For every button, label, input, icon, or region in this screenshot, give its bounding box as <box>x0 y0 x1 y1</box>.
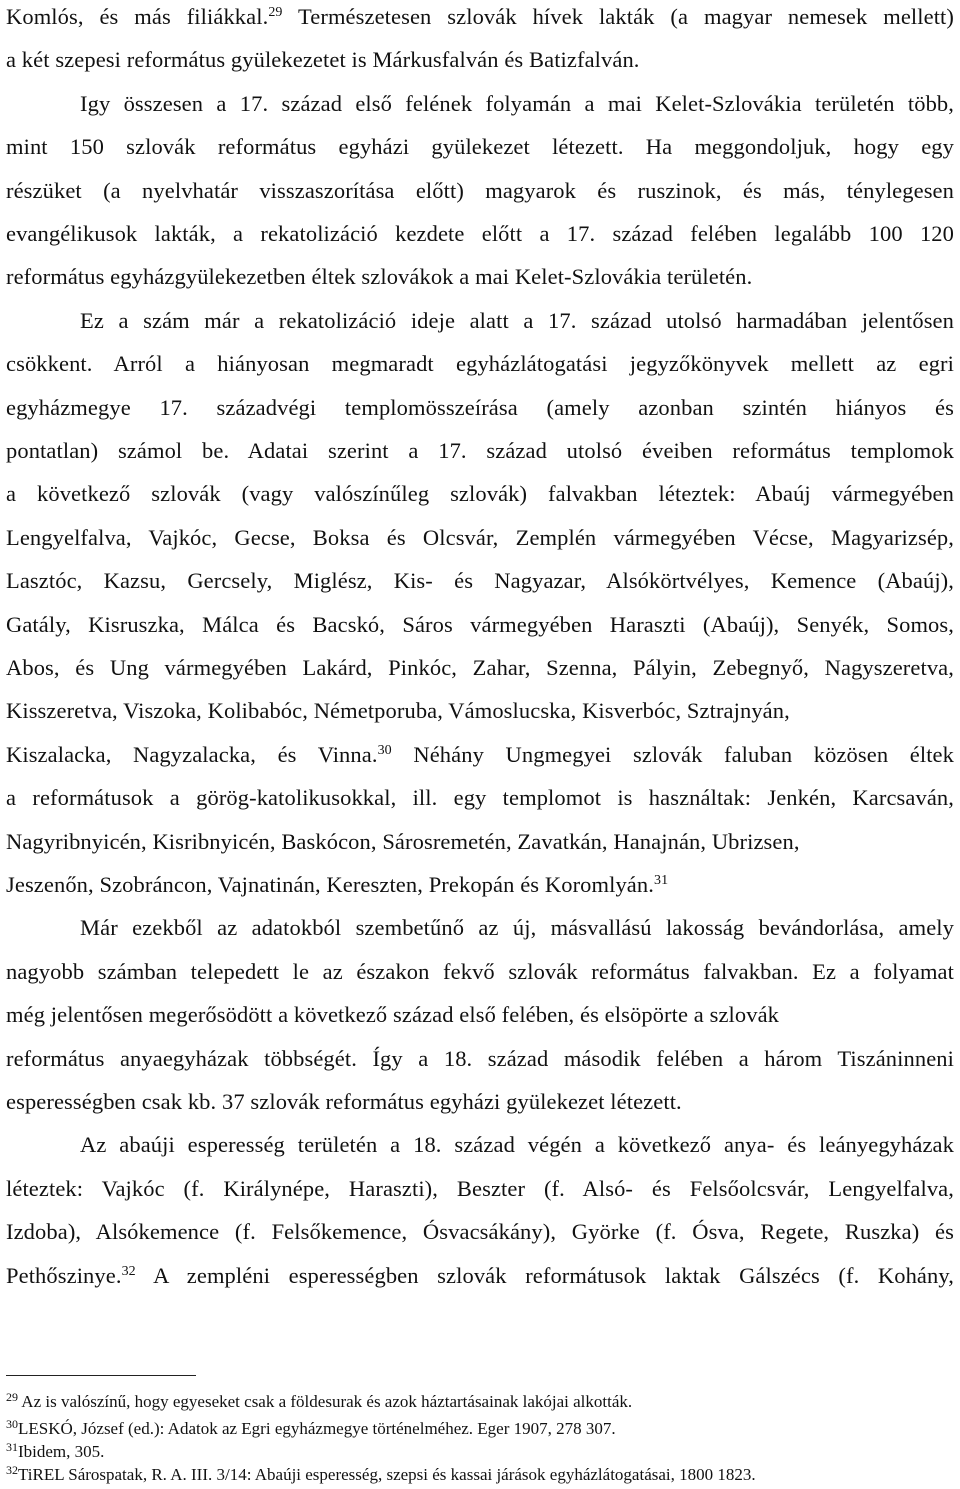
text-line <box>6 698 790 724</box>
text-line <box>6 1176 954 1202</box>
text-segment: Természetesen szlovák hívek lakták (a magyar nemesek mellett) <box>282 4 954 29</box>
footnote-number: 29 <box>6 1390 18 1404</box>
text-segment: Nagyribnyicén, Kisribnyicén, Baskócon, Sárosremetén, Zavatkán, Hanajnán, Ubrizsen, <box>6 828 800 854</box>
text-segment: A zempléni esperességben szlovák reformátusok laktak Gálszécs (f. Kohány, <box>135 1262 954 1288</box>
text-segment: Izdoba), Alsókemence (f. Felsőkemence, Ósvacsákány), Györke (f. Ósva, Regete, Ruszka) és <box>6 1219 954 1245</box>
text-segment: Pethőszinye. <box>6 1262 122 1288</box>
text-segment: a reformátusok a görög-katolikusokkal, ill. egy templomot is használtak: Jenkén, Karcsaván, <box>6 785 954 811</box>
text-line <box>6 1219 954 1245</box>
text-line <box>6 221 954 247</box>
text-segment: Komlós, és más filiákkal. <box>6 4 269 29</box>
text-line <box>6 568 954 594</box>
text-segment: református egyházgyülekezetben éltek szlovákok a mai Kelet-Szlovákia területén. <box>6 264 753 290</box>
footnote-marker: 30 <box>377 742 392 758</box>
text-line <box>6 47 640 73</box>
text-segment: református anyaegyházak többségét. Így a 18. század második felében a három Tiszáninneni <box>6 1045 954 1071</box>
text-line <box>6 1046 954 1072</box>
text-line <box>6 178 954 204</box>
text-segment: pontatlan) számol be. Adatai szerint a 17. század utolsó éveiben református templomok <box>6 438 954 463</box>
text-line <box>80 91 954 117</box>
text-line <box>6 525 954 551</box>
footnote-text: Ibidem, 305. <box>18 1442 105 1461</box>
text-segment: mint 150 szlovák református egyházi gyülekezet létezett. Ha meggondoljuk, hogy egy <box>6 134 954 160</box>
text-segment: esperességben csak kb. 37 szlovák református egyházi gyülekezet létezett. <box>6 1089 682 1114</box>
text-line <box>6 959 954 985</box>
text-segment: Az abaúji esperesség területén a 18. század végén a következő anya- és leányegyházak <box>80 1132 954 1158</box>
text-segment: Abos, és Ung vármegyében Lakárd, Pinkóc, Zahar, Szenna, Pályin, Zebegnyő, Nagyszeretva, <box>6 655 954 680</box>
text-segment: csökkent. Arról a hiányosan megmaradt egyházlátogatási jegyzőkönyvek mellett az egri <box>6 351 954 377</box>
text-segment: Ez a szám már a rekatolizáció ideje alatt a 17. század utolsó harmadában jelentősen <box>80 307 954 333</box>
text-segment: Gatály, Kisruszka, Málca és Bacskó, Sáros vármegyében Haraszti (Abaúj), Senyék, Somos, <box>6 611 954 637</box>
text-line <box>6 438 954 464</box>
text-line <box>6 351 954 377</box>
footnote <box>6 1419 616 1439</box>
text-line <box>6 742 954 768</box>
text-line <box>80 308 954 334</box>
text-line <box>6 395 954 421</box>
footnote-text: LESKÓ, József (ed.): Adatok az Egri egyházmegye történelméhez. Eger 1907, 278 307. <box>18 1419 616 1438</box>
footnote-marker: 29 <box>268 5 283 20</box>
footnote-number: 32 <box>6 1463 18 1477</box>
text-segment: léteztek: Vajkóc (f. Királynépe, Haraszti), Beszter (f. Alsó- és Felsőolcsvár, Lengyelfalva, <box>6 1175 954 1201</box>
text-segment: Kiszalacka, Nagyzalacka, és Vinna. <box>6 741 378 767</box>
text-line <box>6 612 954 638</box>
footnote-text: TiREL Sárospatak, R. A. III. 3/14: Abaúji esperesség, szepsi és kassai járások egyházlátogatásai, 1800 1823. <box>18 1465 756 1484</box>
text-segment: a következő szlovák (vagy valószínűleg szlovák) falvakban léteztek: Abaúj vármegyében <box>6 481 954 507</box>
footnote <box>6 1465 756 1485</box>
text-line <box>6 655 954 681</box>
text-segment: Igy összesen a 17. század első felének folyamán a mai Kelet-Szlovákia területén több, <box>80 90 954 116</box>
text-segment: még jelentősen megerősödött a következő század első felében, és elsöpörte a szlovák <box>6 1002 780 1028</box>
text-line <box>6 785 954 811</box>
text-line <box>6 872 668 898</box>
text-line <box>6 1089 682 1115</box>
text-line <box>6 481 954 507</box>
text-line <box>6 134 954 160</box>
footnote-separator <box>6 1375 196 1376</box>
text-line <box>80 1132 954 1158</box>
footnote-text: Az is valószínű, hogy egyeseket csak a földesurak és azok háztartásainak lakójai alkották. <box>18 1392 633 1411</box>
text-line <box>6 4 954 30</box>
text-segment: Néhány Ungmegyei szlovák faluban közösen éltek <box>391 741 954 767</box>
text-segment: evangélikusok lakták, a rekatolizáció kezdete előtt a 17. század felében legalább 100 120 <box>6 221 954 246</box>
text-segment: nagyobb számban telepedett le az északon fekvő szlovák református falvakban. Ez a folyamat <box>6 958 954 984</box>
text-line <box>6 829 800 855</box>
text-segment: egyházmegye 17. századvégi templomösszeírása (amely azonban szintén hiányos és <box>6 394 954 420</box>
text-segment: Kisszeretva, Viszoka, Kolibabóc, Németporuba, Vámoslucska, Kisverbóc, Sztrajnyán, <box>6 698 790 724</box>
text-line <box>6 264 752 290</box>
footnote-number: 30 <box>6 1417 18 1431</box>
text-segment: Már ezekből az adatokból szembetűnő az új, másvallású lakosság bevándorlása, amely <box>80 915 954 941</box>
footnote <box>6 1392 632 1412</box>
text-line <box>6 1263 954 1289</box>
text-line <box>6 1002 779 1028</box>
text-segment: a két szepesi református gyülekezetet is Márkusfalván és Batizfalván. <box>6 47 640 73</box>
footnote <box>6 1442 104 1462</box>
text-segment: részüket (a nyelvhatár visszaszorítása előtt) magyarok és ruszinok, és más, ténylegesen <box>6 177 954 203</box>
footnote-marker: 31 <box>653 873 669 888</box>
text-segment: Jeszenőn, Szobráncon, Vajnatinán, Kereszten, Prekopán és Koromlyán. <box>6 872 654 897</box>
text-segment: Lasztóc, Kazsu, Gercsely, Miglész, Kis- és Nagyazar, Alsókörtvélyes, Kemence (Abaúj), <box>6 568 954 594</box>
text-segment: Lengyelfalva, Vajkóc, Gecse, Boksa és Olcsvár, Zemplén vármegyében Vécse, Magyarizsép, <box>6 524 954 550</box>
footnote-marker: 32 <box>121 1263 136 1279</box>
text-line <box>80 915 954 941</box>
footnote-number: 31 <box>6 1440 18 1454</box>
